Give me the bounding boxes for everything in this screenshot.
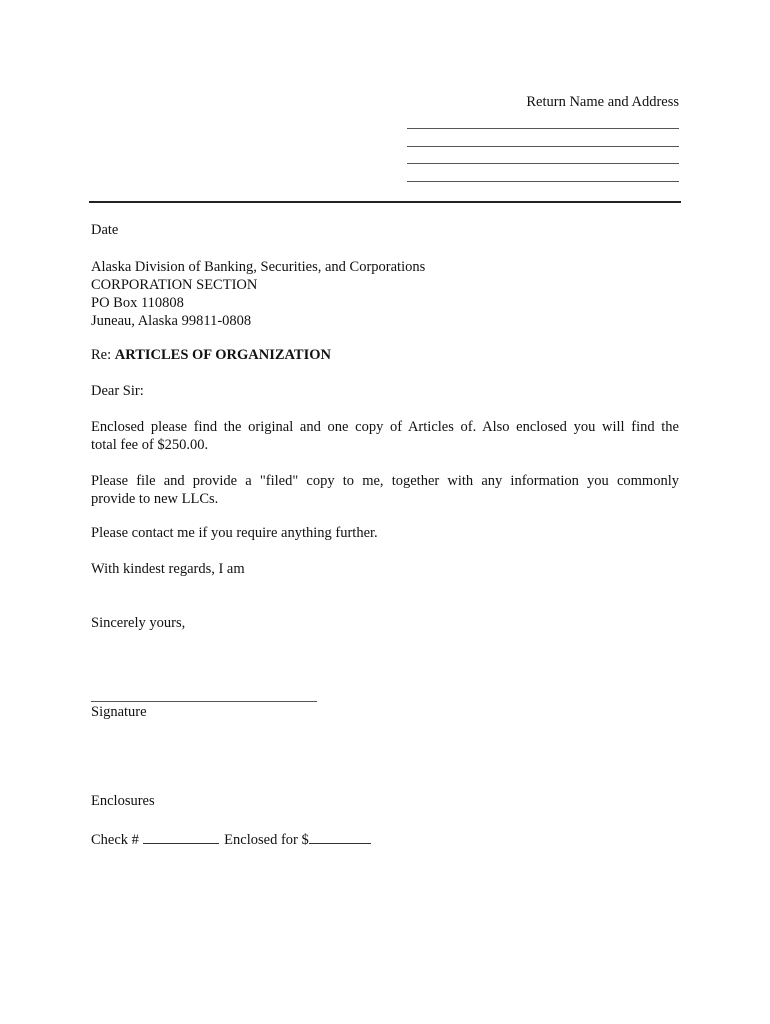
- re-subject: ARTICLES OF ORGANIZATION: [114, 347, 331, 363]
- body-paragraph-4: With kindest regards, I am: [91, 561, 245, 577]
- body-p2-line-1: Please file and provide a "filed" copy to me, together with any information you commonly: [91, 473, 679, 489]
- signature-line[interactable]: [91, 701, 317, 702]
- body-paragraph-1: [91, 418, 679, 454]
- recipient-line-1: Alaska Division of Banking, Securities, and Corporations: [91, 259, 426, 275]
- return-address-line-1[interactable]: [407, 128, 679, 129]
- check-number-blank[interactable]: [143, 829, 219, 844]
- recipient-line-4: Juneau, Alaska 99811-0808: [91, 313, 252, 329]
- return-name-address-label: Return Name and Address: [526, 94, 679, 110]
- recipient-address: [91, 258, 425, 330]
- return-address-line-2[interactable]: [407, 146, 679, 147]
- return-address-line-3[interactable]: [407, 163, 679, 164]
- body-p1-line-1: Enclosed please find the original and one copy of Articles of. Also enclosed you will find the: [91, 419, 679, 435]
- closing: Sincerely yours,: [91, 615, 186, 631]
- re-line: [91, 347, 331, 364]
- body-paragraph-3: Please contact me if you require anything further.: [91, 525, 378, 541]
- recipient-line-3: PO Box 110808: [91, 295, 184, 311]
- body-paragraph-2: [91, 472, 679, 508]
- body-p2-line-2: provide to new LLCs.: [91, 491, 219, 507]
- return-address-line-4[interactable]: [407, 181, 679, 182]
- enclosed-amount-blank[interactable]: [309, 829, 371, 844]
- body-p1-line-2: total fee of $250.00.: [91, 437, 209, 453]
- header-divider: [89, 201, 681, 203]
- re-prefix: Re:: [91, 347, 112, 363]
- enclosures-label: Enclosures: [91, 793, 155, 809]
- recipient-line-2: CORPORATION SECTION: [91, 277, 258, 293]
- salutation: Dear Sir:: [91, 383, 144, 399]
- check-number-label: Check #: [91, 832, 139, 848]
- enclosed-amount-label: Enclosed for $: [224, 832, 309, 848]
- date-label: Date: [91, 222, 119, 238]
- signature-label: Signature: [91, 704, 147, 720]
- check-line: [91, 829, 371, 849]
